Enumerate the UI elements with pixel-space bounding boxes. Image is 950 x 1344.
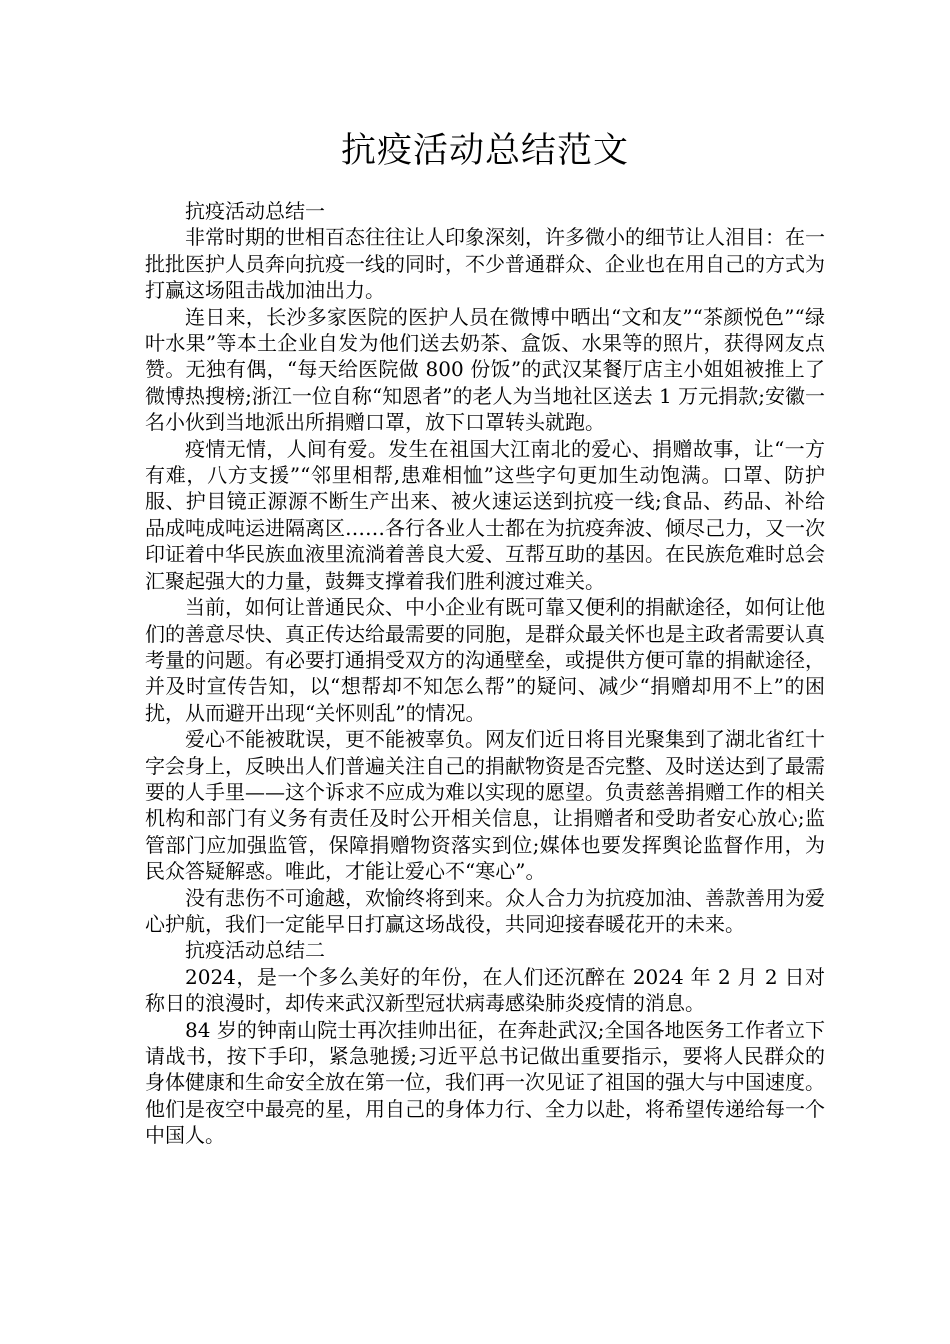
paragraph: 爱心不能被耽误，更不能被辜负。网友们近日将目光聚集到了湖北省红十字会身上，反映出人们普遍关注自己的捐献物资是否完整、及时送达到了最需要的人手里——这个诉求不应成为难以实现的愿望。负责慈善捐赠工作的相关机构和部门有义务有责任及时公开相关信息，让捐赠者和受助者安心放心;监管部门应加强监管，保障捐赠物资落实到位;媒体也要发挥舆论监督作用，为民众答疑解惑。唯此，才能让爱心不“寒心”。 bbox=[145, 727, 825, 884]
document-body bbox=[145, 198, 825, 1149]
paragraph: 疫情无情，人间有爱。发生在祖国大江南北的爱心、捐赠故事，让“一方有难，八方支援”“邻里相帮,患难相恤”这些字句更加生动饱满。口罩、防护服、护目镜正源源不断生产出来、被火速运送到抗疫一线;食品、药品、补给品成吨成吨运进隔离区……各行各业人士都在为抗疫奔波、倾尽己力，又一次印证着中华民族血液里流淌着善良大爱、互帮互助的基因。在民族危难时总会汇聚起强大的力量，鼓舞支撑着我们胜利渡过难关。 bbox=[145, 436, 825, 593]
paragraph: 没有悲伤不可逾越，欢愉终将到来。众人合力为抗疫加油、善款善用为爱心护航，我们一定能早日打赢这场战役，共同迎接春暖花开的未来。 bbox=[145, 885, 825, 936]
paragraph: 非常时期的世相百态往往让人印象深刻，许多微小的细节让人泪目：在一批批医护人员奔向抗疫一线的同时，不少普通群众、企业也在用自己的方式为打赢这场阻击战加油出力。 bbox=[145, 225, 825, 303]
section-heading-1: 抗疫活动总结一 bbox=[185, 199, 325, 223]
document-page bbox=[145, 0, 825, 1344]
section-heading-2: 抗疫活动总结二 bbox=[185, 938, 325, 963]
document-title: 抗疫活动总结范文 bbox=[340, 131, 629, 171]
paragraph: 84 岁的钟南山院士再次挂帅出征，在奔赴武汉;全国各地医务工作者立下请战书，按下手印，紧急驰援;习近平总书记做出重要指示，要将人民群众的身体健康和生命安全放在第一位，我们再一次见证了祖国的强大与中国速度。他们是夜空中最亮的星，用自己的身体力行、全力以赴，将希望传递给每一个中国人。 bbox=[145, 1017, 825, 1148]
paragraph: 2024，是一个多么美好的年份，在人们还沉醉在 2024 年 2 月 2 日对称日的浪漫时，却传来武汉新型冠状病毒感染肺炎疫情的消息。 bbox=[145, 964, 825, 1016]
paragraph: 连日来，长沙多家医院的医护人员在微博中晒出“文和友”“茶颜悦色”“绿叶水果”等本土企业自发为他们送去奶茶、盒饭、水果等的照片，获得网友点赞。无独有偶，“每天给医院做 800 份饭”的武汉某餐厅店主小姐姐被推上了微博热搜榜;浙江一位自称“知恩者”的老人为当地社区送去 1 万元捐款;安徽一名小伙到当地派出所捐赠口罩，放下口罩转头就跑。 bbox=[145, 304, 825, 435]
paragraph: 当前，如何让普通民众、中小企业有既可靠又便利的捐献途径，如何让他们的善意尽快、真正传达给最需要的同胞，是群众最关怀也是主政者需要认真考量的问题。有必要打通捐受双方的沟通壁垒，或提供方便可靠的捐献途径，并及时宣传告知，以“想帮却不知怎么帮”的疑问、减少“捐赠却用不上”的困扰，从而避开出现“关怀则乱”的情况。 bbox=[145, 595, 825, 725]
